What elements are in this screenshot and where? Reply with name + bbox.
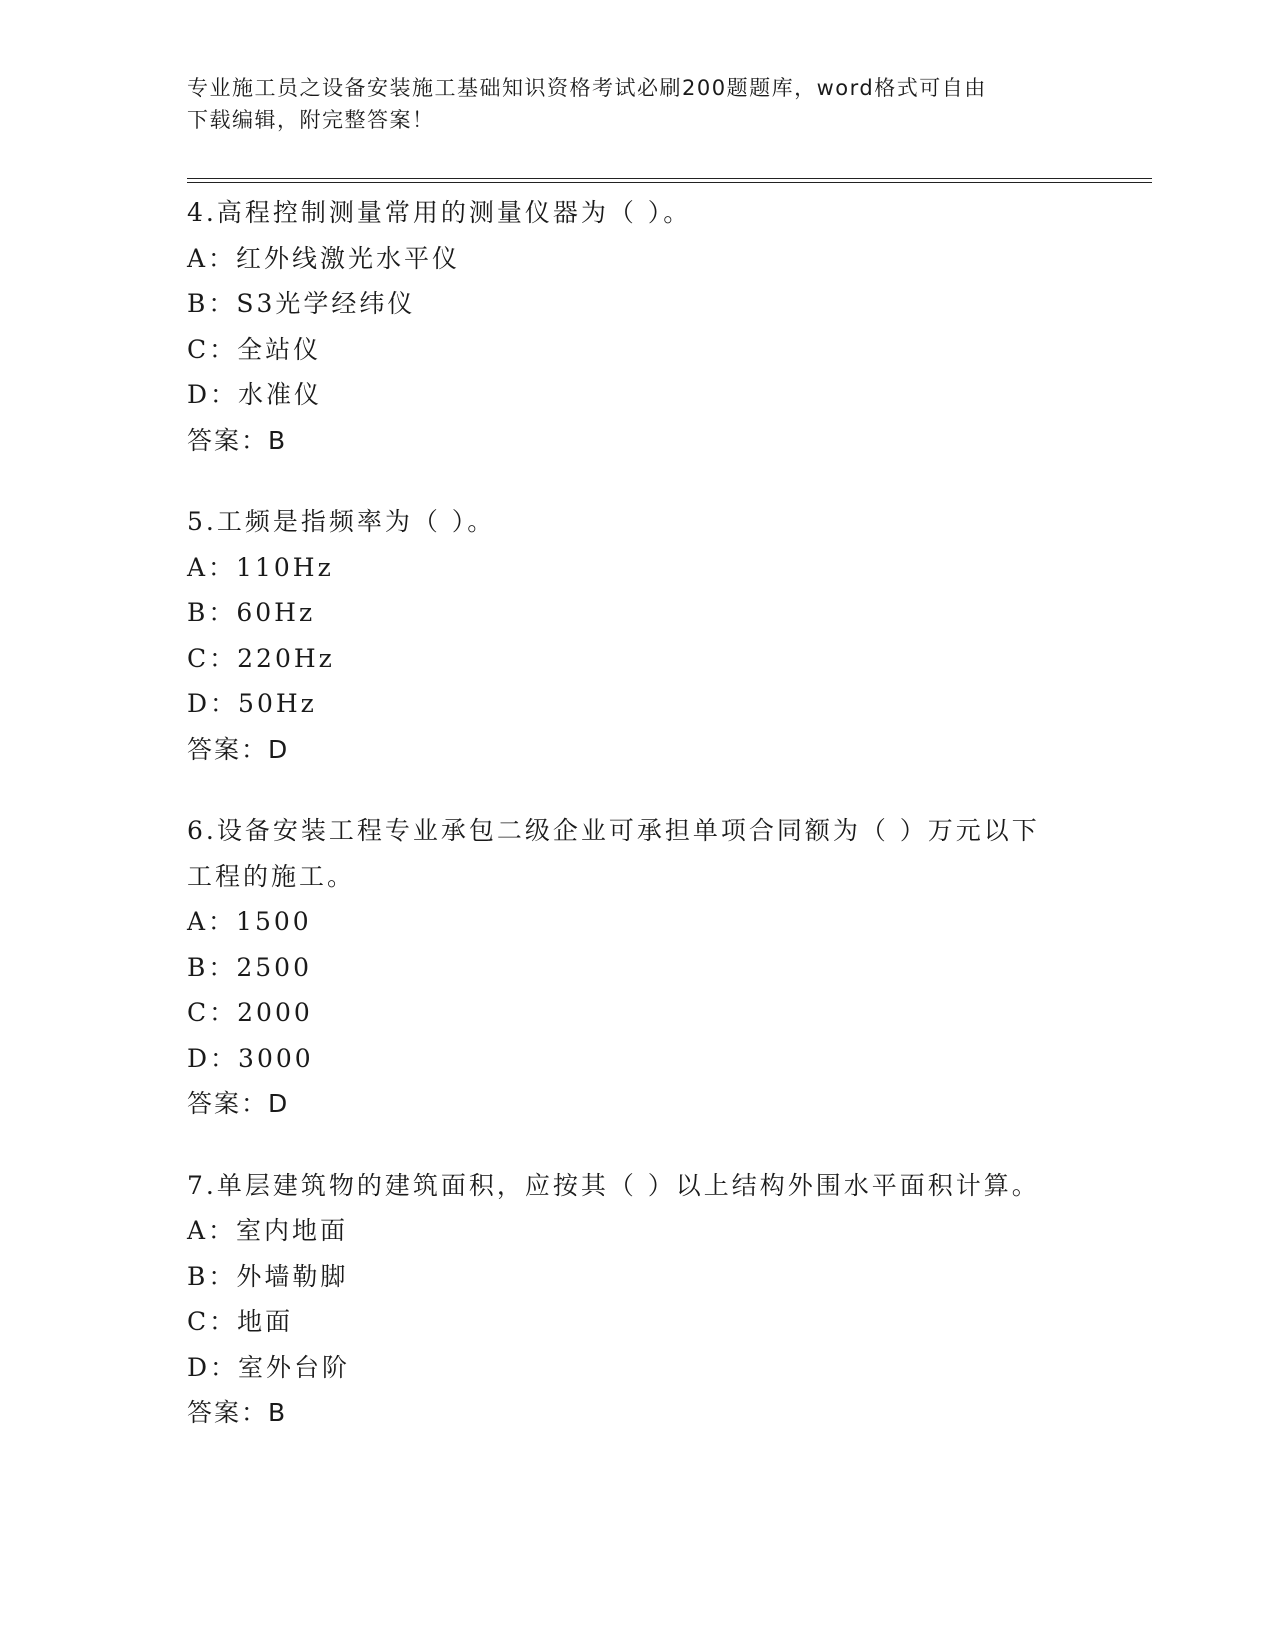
question-5 <box>187 499 1152 772</box>
option-a: A：室内地面 <box>187 1216 349 1245</box>
question-6 <box>187 808 1152 1127</box>
header-line-2: 下载编辑，附完整答案！ <box>187 108 435 132</box>
option-d: D：50Hz <box>187 689 317 718</box>
answer-text: 答案：B <box>187 1398 288 1427</box>
question-4 <box>187 190 1152 463</box>
question-7 <box>187 1163 1152 1436</box>
option-d: D：3000 <box>187 1043 314 1073</box>
question-title: 7.单层建筑物的建筑面积，应按其（ ）以上结构外围水平面积计算。 <box>187 1170 1040 1200</box>
header-line-1: 专业施工员之设备安装施工基础知识资格考试必刷200题题库，word格式可自由 <box>187 76 987 100</box>
option-b: B：外墙勒脚 <box>187 1261 349 1291</box>
option-a: A：1500 <box>187 907 312 936</box>
option-c: C：地面 <box>187 1307 294 1336</box>
option-b: B：2500 <box>187 952 312 982</box>
option-d: D：水准仪 <box>187 380 323 409</box>
document-header <box>187 72 1087 136</box>
option-b: B：60Hz <box>187 598 316 627</box>
question-title: 5.工频是指频率为（ ）。 <box>187 507 496 536</box>
question-title: 6.设备安装工程专业承包二级企业可承担单项合同额为（ ）万元以下工程的施工。 <box>187 816 1040 891</box>
answer-text: 答案：D <box>187 734 290 764</box>
answer-text: 答案：B <box>187 425 288 455</box>
option-a: A：红外线激光水平仪 <box>187 243 461 273</box>
option-b: B：S3光学经纬仪 <box>187 289 416 318</box>
option-c: C：2000 <box>187 998 313 1027</box>
answer-text: 答案：D <box>187 1089 290 1118</box>
option-c: C：全站仪 <box>187 334 322 364</box>
header-divider <box>187 178 1152 183</box>
question-title: 4.高程控制测量常用的测量仪器为（ ）。 <box>187 198 692 227</box>
question-list <box>187 190 1152 1472</box>
option-a: A：110Hz <box>187 552 334 582</box>
option-d: D：室外台阶 <box>187 1352 351 1382</box>
option-c: C：220Hz <box>187 643 335 673</box>
